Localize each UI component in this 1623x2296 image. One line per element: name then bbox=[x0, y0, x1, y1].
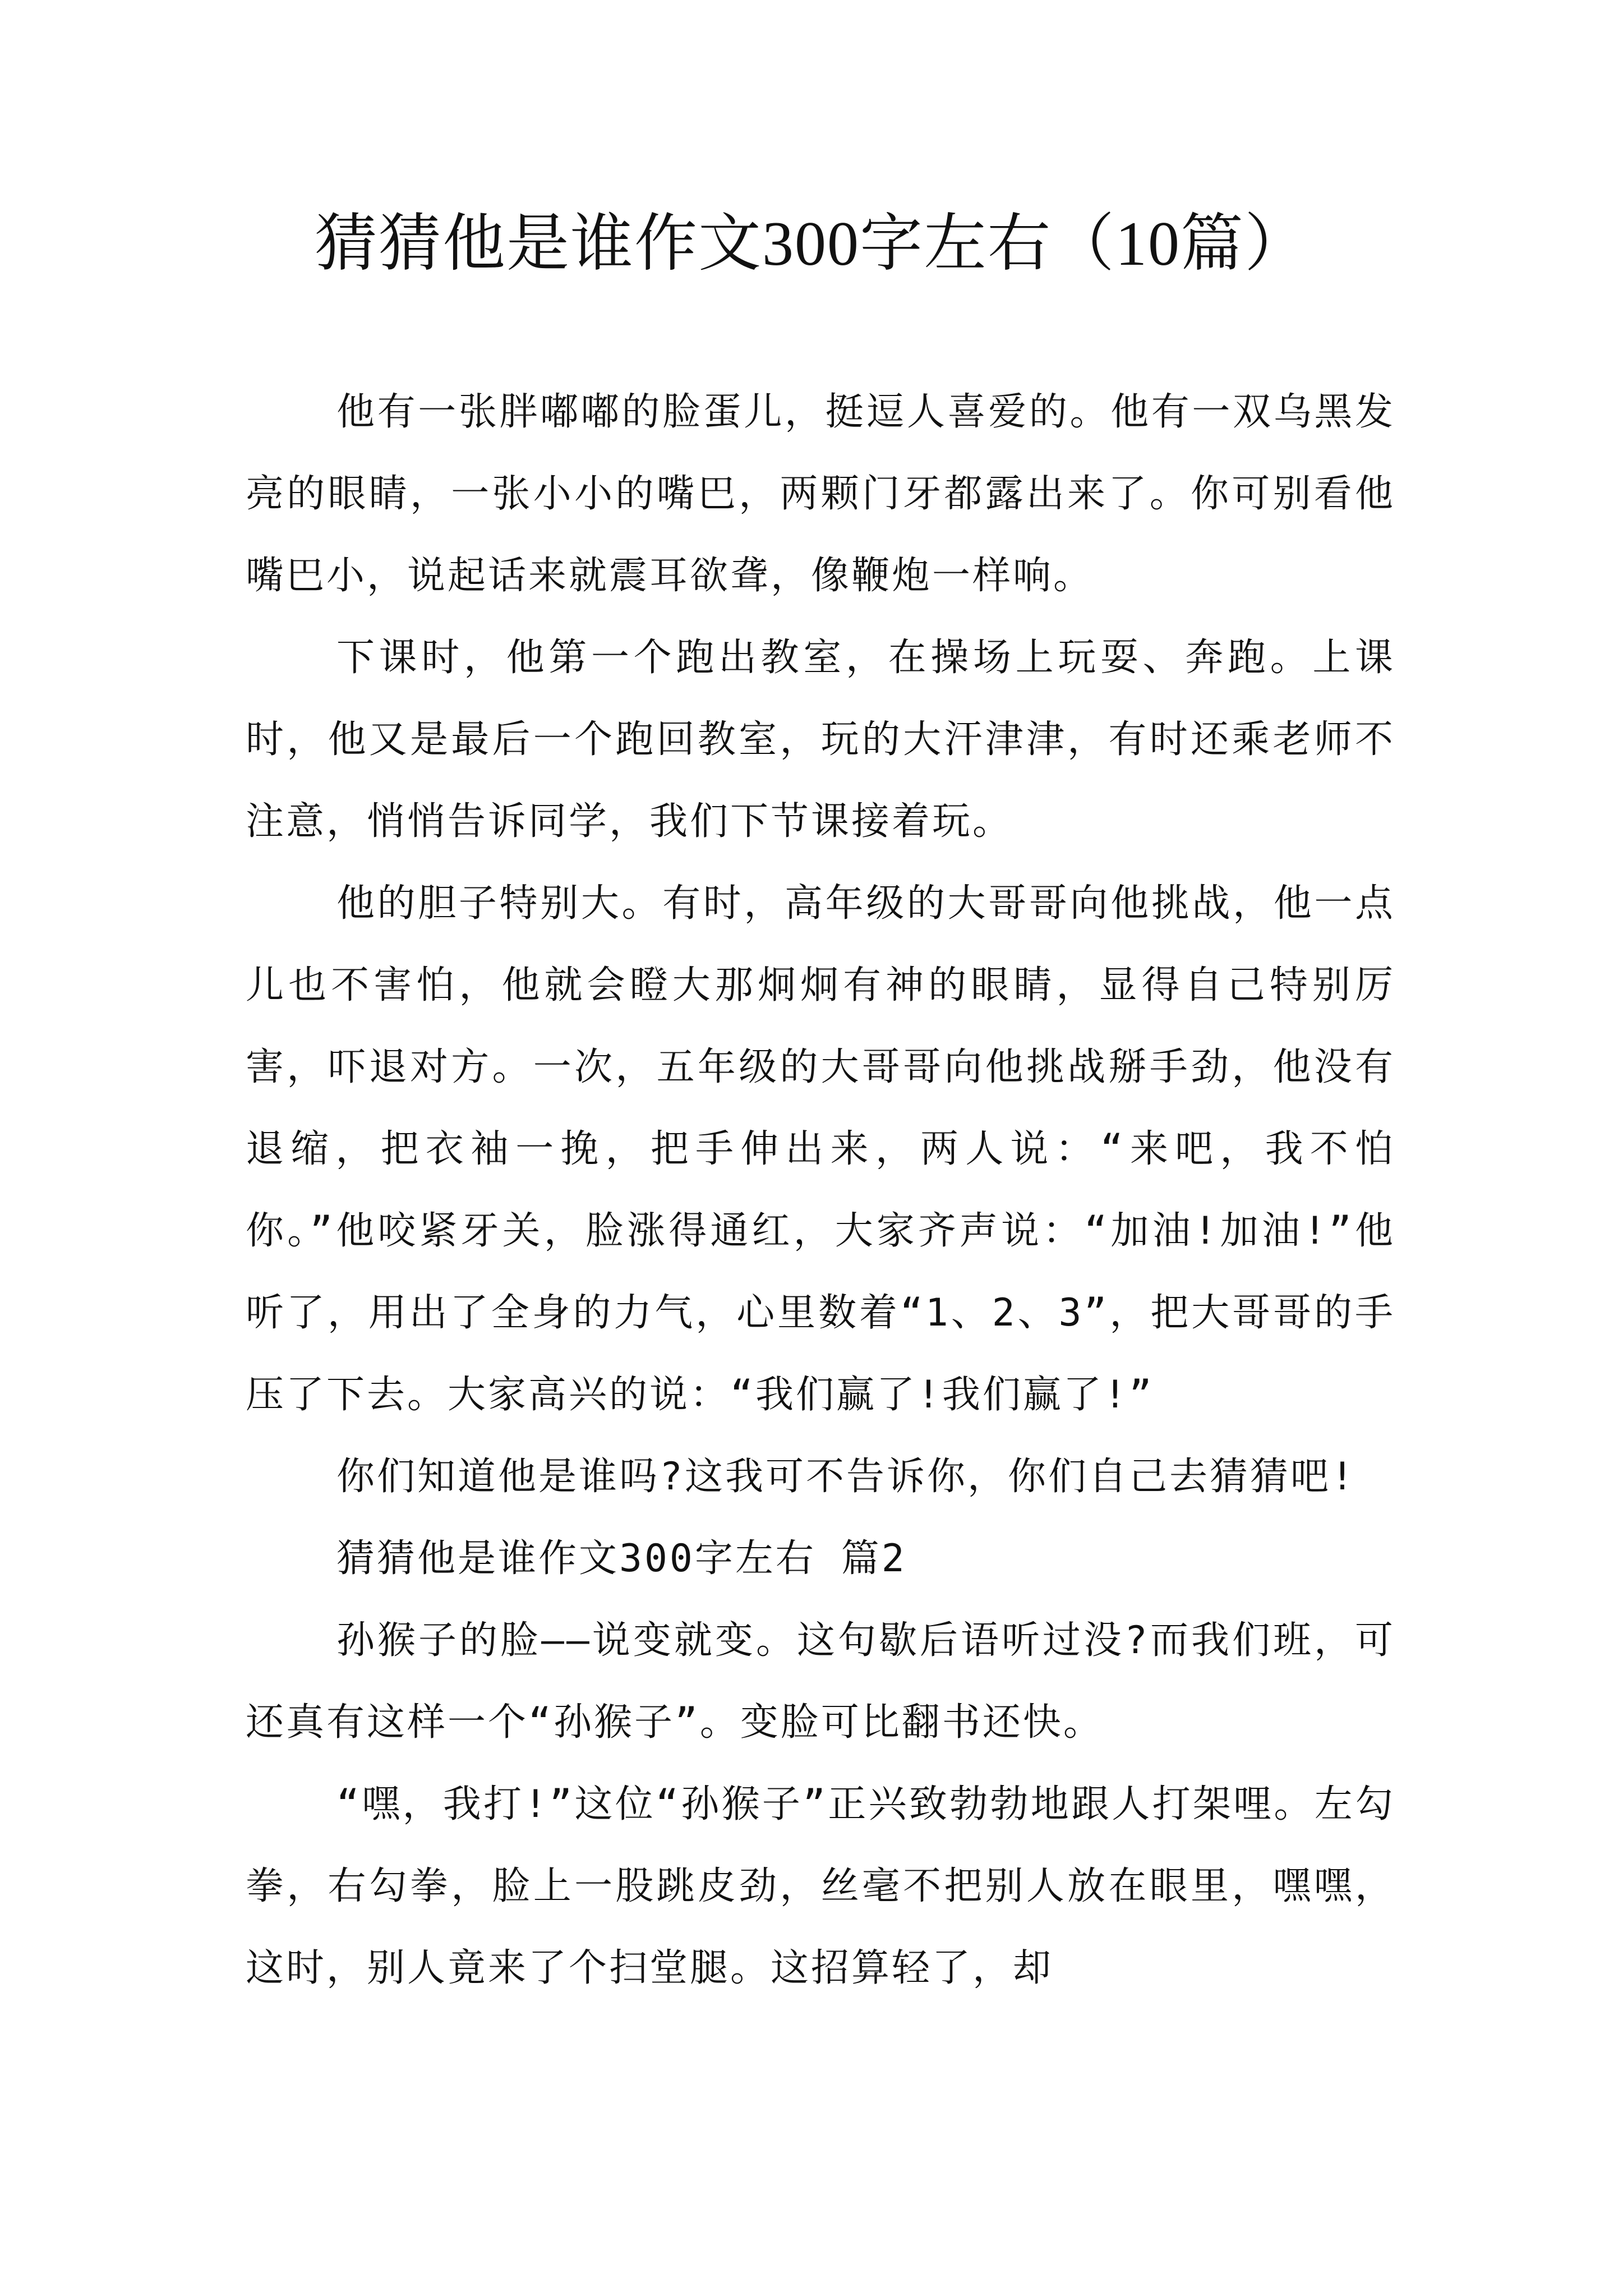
paragraph-3: 他的胆子特别大。有时，高年级的大哥哥向他挑战，他一点儿也不害怕，他就会瞪大那炯炯有神的眼睛，显得自己特别厉害，吓退对方。一次，五年级的大哥哥向他挑战掰手劲，他没有退缩，把衣袖一挽，把手伸出来，两人说：“来吧，我不怕你。”他咬紧牙关，脸涨得通红，大家齐声说：“加油!加油!”他听了，用出了全身的力气，心里数着“1、2、3”，把大哥哥的手压了下去。大家高兴的说：“我们赢了!我们赢了!” bbox=[246, 881, 1395, 1417]
paragraph-4: 你们知道他是谁吗?这我可不告诉你，你们自己去猜猜吧! bbox=[336, 1455, 1356, 1499]
section-heading-2: 猜猜他是谁作文300字左右 篇2 bbox=[336, 1536, 907, 1581]
document-title: 猜猜他是谁作文300字左右（10篇） bbox=[315, 209, 1308, 279]
paragraph-2: 下课时，他第一个跑出教室，在操场上玩耍、奔跑。上课时，他又是最后一个跑回教室，玩的大汗津津，有时还乘老师不注意，悄悄告诉同学，我们下节课接着玩。 bbox=[246, 636, 1395, 844]
document-body bbox=[246, 371, 1395, 2009]
paragraph-5: 孙猴子的脸——说变就变。这句歇后语听过没?而我们班，可还真有这样一个“孙猴子”。变脸可比翻书还快。 bbox=[246, 1618, 1395, 1745]
paragraph-6: “嘿，我打!”这位“孙猴子”正兴致勃勃地跟人打架哩。左勾拳，右勾拳，脸上一股跳皮劲，丝毫不把别人放在眼里，嘿嘿，这时，别人竟来了个扫堂腿。这招算轻了，却 bbox=[246, 1782, 1395, 1990]
paragraph-1: 他有一张胖嘟嘟的脸蛋儿，挺逗人喜爱的。他有一双乌黑发亮的眼睛，一张小小的嘴巴，两颗门牙都露出来了。你可别看他嘴巴小，说起话来就震耳欲聋，像鞭炮一样响。 bbox=[246, 390, 1395, 598]
